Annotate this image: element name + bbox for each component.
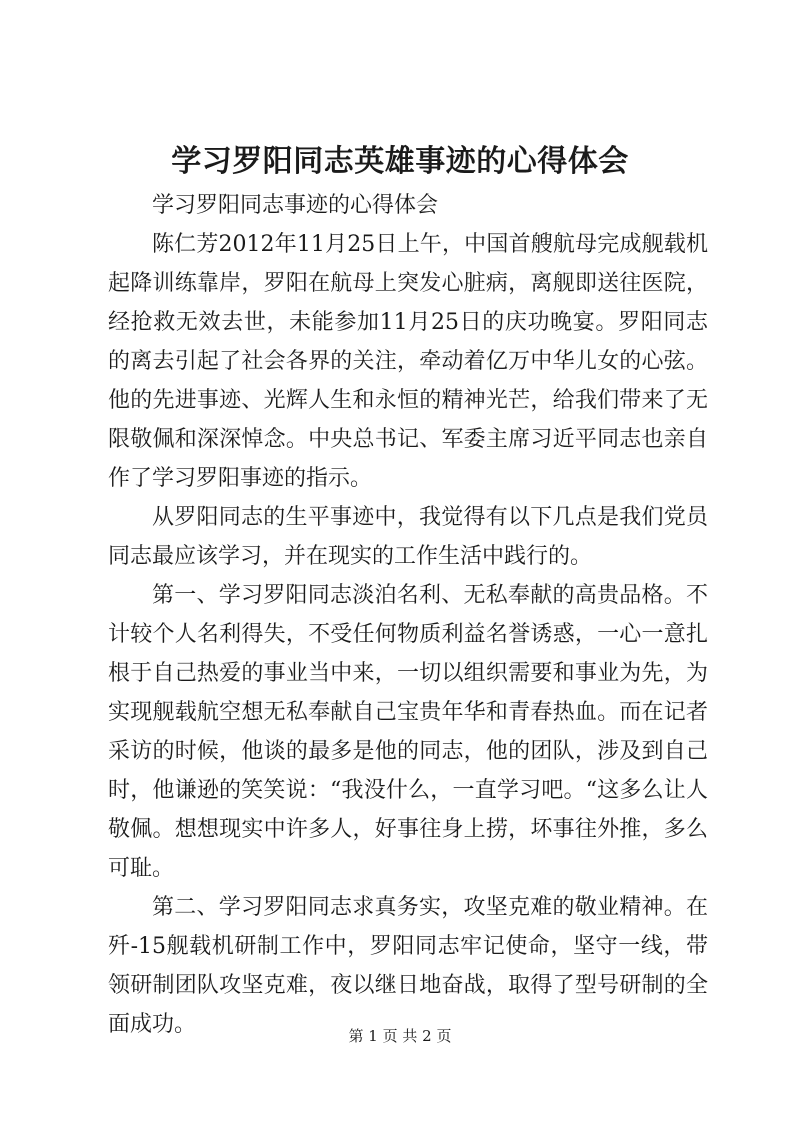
document-title: 学习罗阳同志英雄事迹的心得体会 bbox=[171, 144, 629, 179]
page-number-footer: 第 1 页 共 2 页 bbox=[348, 1027, 452, 1045]
intro-paragraph: 陈仁芳2012年11月25日上午，中国首艘航母完成舰载机起降训练靠岸，罗阳在航母上突发心脏病，离舰即送往医院，经抢救无效去世，未能参加11月25日的庆功晚宴。罗阳同志的离去引起了社会各界的关注，牵动着亿万中华儿女的心弦。他的先进事迹、光辉人生和永恒的精神光芒，给我们带来了无限敬佩和深深悼念。中央总书记、军委主席习近平同志也亲自作了学习罗阳事迹的指示。 bbox=[108, 232, 708, 491]
summary-paragraph: 从罗阳同志的生平事迹中，我觉得有以下几点是我们党员同志最应该学习，并在现实的工作生活中践行的。 bbox=[108, 505, 708, 569]
point-two-paragraph: 第二、学习罗阳同志求真务实，攻坚克难的敬业精神。在歼-15舰载机研制工作中，罗阳同志牢记使命，坚守一线，带领研制团队攻坚克难，夜以继日地奋战，取得了型号研制的全面成功。 bbox=[108, 895, 708, 1037]
subtitle-paragraph: 学习罗阳同志事迹的心得体会 bbox=[152, 193, 439, 218]
document-body bbox=[108, 186, 708, 1044]
point-one-paragraph: 第一、学习罗阳同志淡泊名利、无私奉献的高贵品格。不计较个人名利得失，不受任何物质利益名誉诱惑，一心一意扎根于自己热爱的事业当中来，一切以组织需要和事业为先，为实现舰载航空想无私奉献自己宝贵年华和青春热血。而在记者采访的时候，他谈的最多是他的同志，他的团队，涉及到自己时，他谦逊的笑笑说：“我没什么，一直学习吧。“这多么让人敬佩。想想现实中许多人，好事往身上捞，坏事往外推，多么可耻。 bbox=[108, 583, 708, 881]
